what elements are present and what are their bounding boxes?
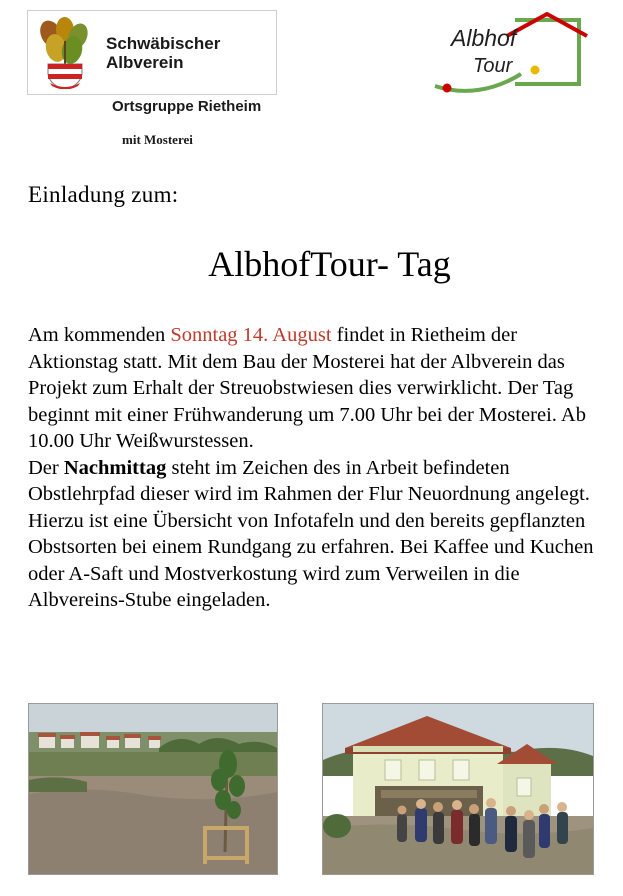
svg-text:Albhof: Albhof	[451, 25, 517, 51]
photo-mosterei-gathering	[322, 703, 594, 875]
svg-text:Tour: Tour	[473, 55, 513, 77]
invitation-label: Einladung zum:	[28, 182, 179, 207]
page-title: AlbhofTour- Tag	[208, 244, 451, 284]
albhof-tour-house-logo-icon	[429, 12, 601, 98]
photo-orchard-sapling	[28, 703, 278, 875]
document-header	[0, 0, 623, 150]
body-paragraph-2	[28, 455, 594, 614]
afternoon-keyword: Nachmittag	[63, 456, 167, 479]
invitation-body	[28, 322, 594, 614]
chapter-name: Ortsgruppe Rietheim	[112, 98, 262, 115]
p2-after: steht im Zeichen des in Arbeit befindeten Obstlehrpfad dieser wird im Rahmen der Flur Neuordnung angelegt. Hierzu ist eine Übersicht von Infotafeln und den bereits gepflanzten Obstsorten bei einem Rundgang zu erfahren. Bei Kaffee und Kuchen oder A-Saft und Mostverkostung wird zum Verweilen in die Albvereins-Stube eingeladen.	[28, 456, 594, 611]
albverein-logo-text	[106, 34, 220, 72]
event-date: Sonntag 14. August	[170, 324, 332, 346]
club-name-line2: Albverein	[106, 52, 184, 72]
p1-before: Am kommenden	[28, 324, 171, 346]
p1-after: findet in Rietheim der Aktionstag statt. Mit dem Bau der Mosterei hat der Albverein das Projekt zum Erhalt der Streuobstwiesen dies verwirklicht. Der Tag beginnt mit einer Frühwanderung um 7.00 Uhr bei der Mosterei. Ab 10.00 Uhr Weißwurstessen.	[28, 324, 586, 452]
albverein-logo-box	[27, 10, 277, 95]
body-paragraph-1	[28, 322, 594, 455]
p2-before: Der	[28, 456, 64, 479]
club-name-line1: Schwäbischer	[106, 33, 221, 53]
oak-leaf-emblem-icon	[34, 17, 96, 89]
chapter-subtitle: mit Mosterei	[122, 132, 193, 147]
